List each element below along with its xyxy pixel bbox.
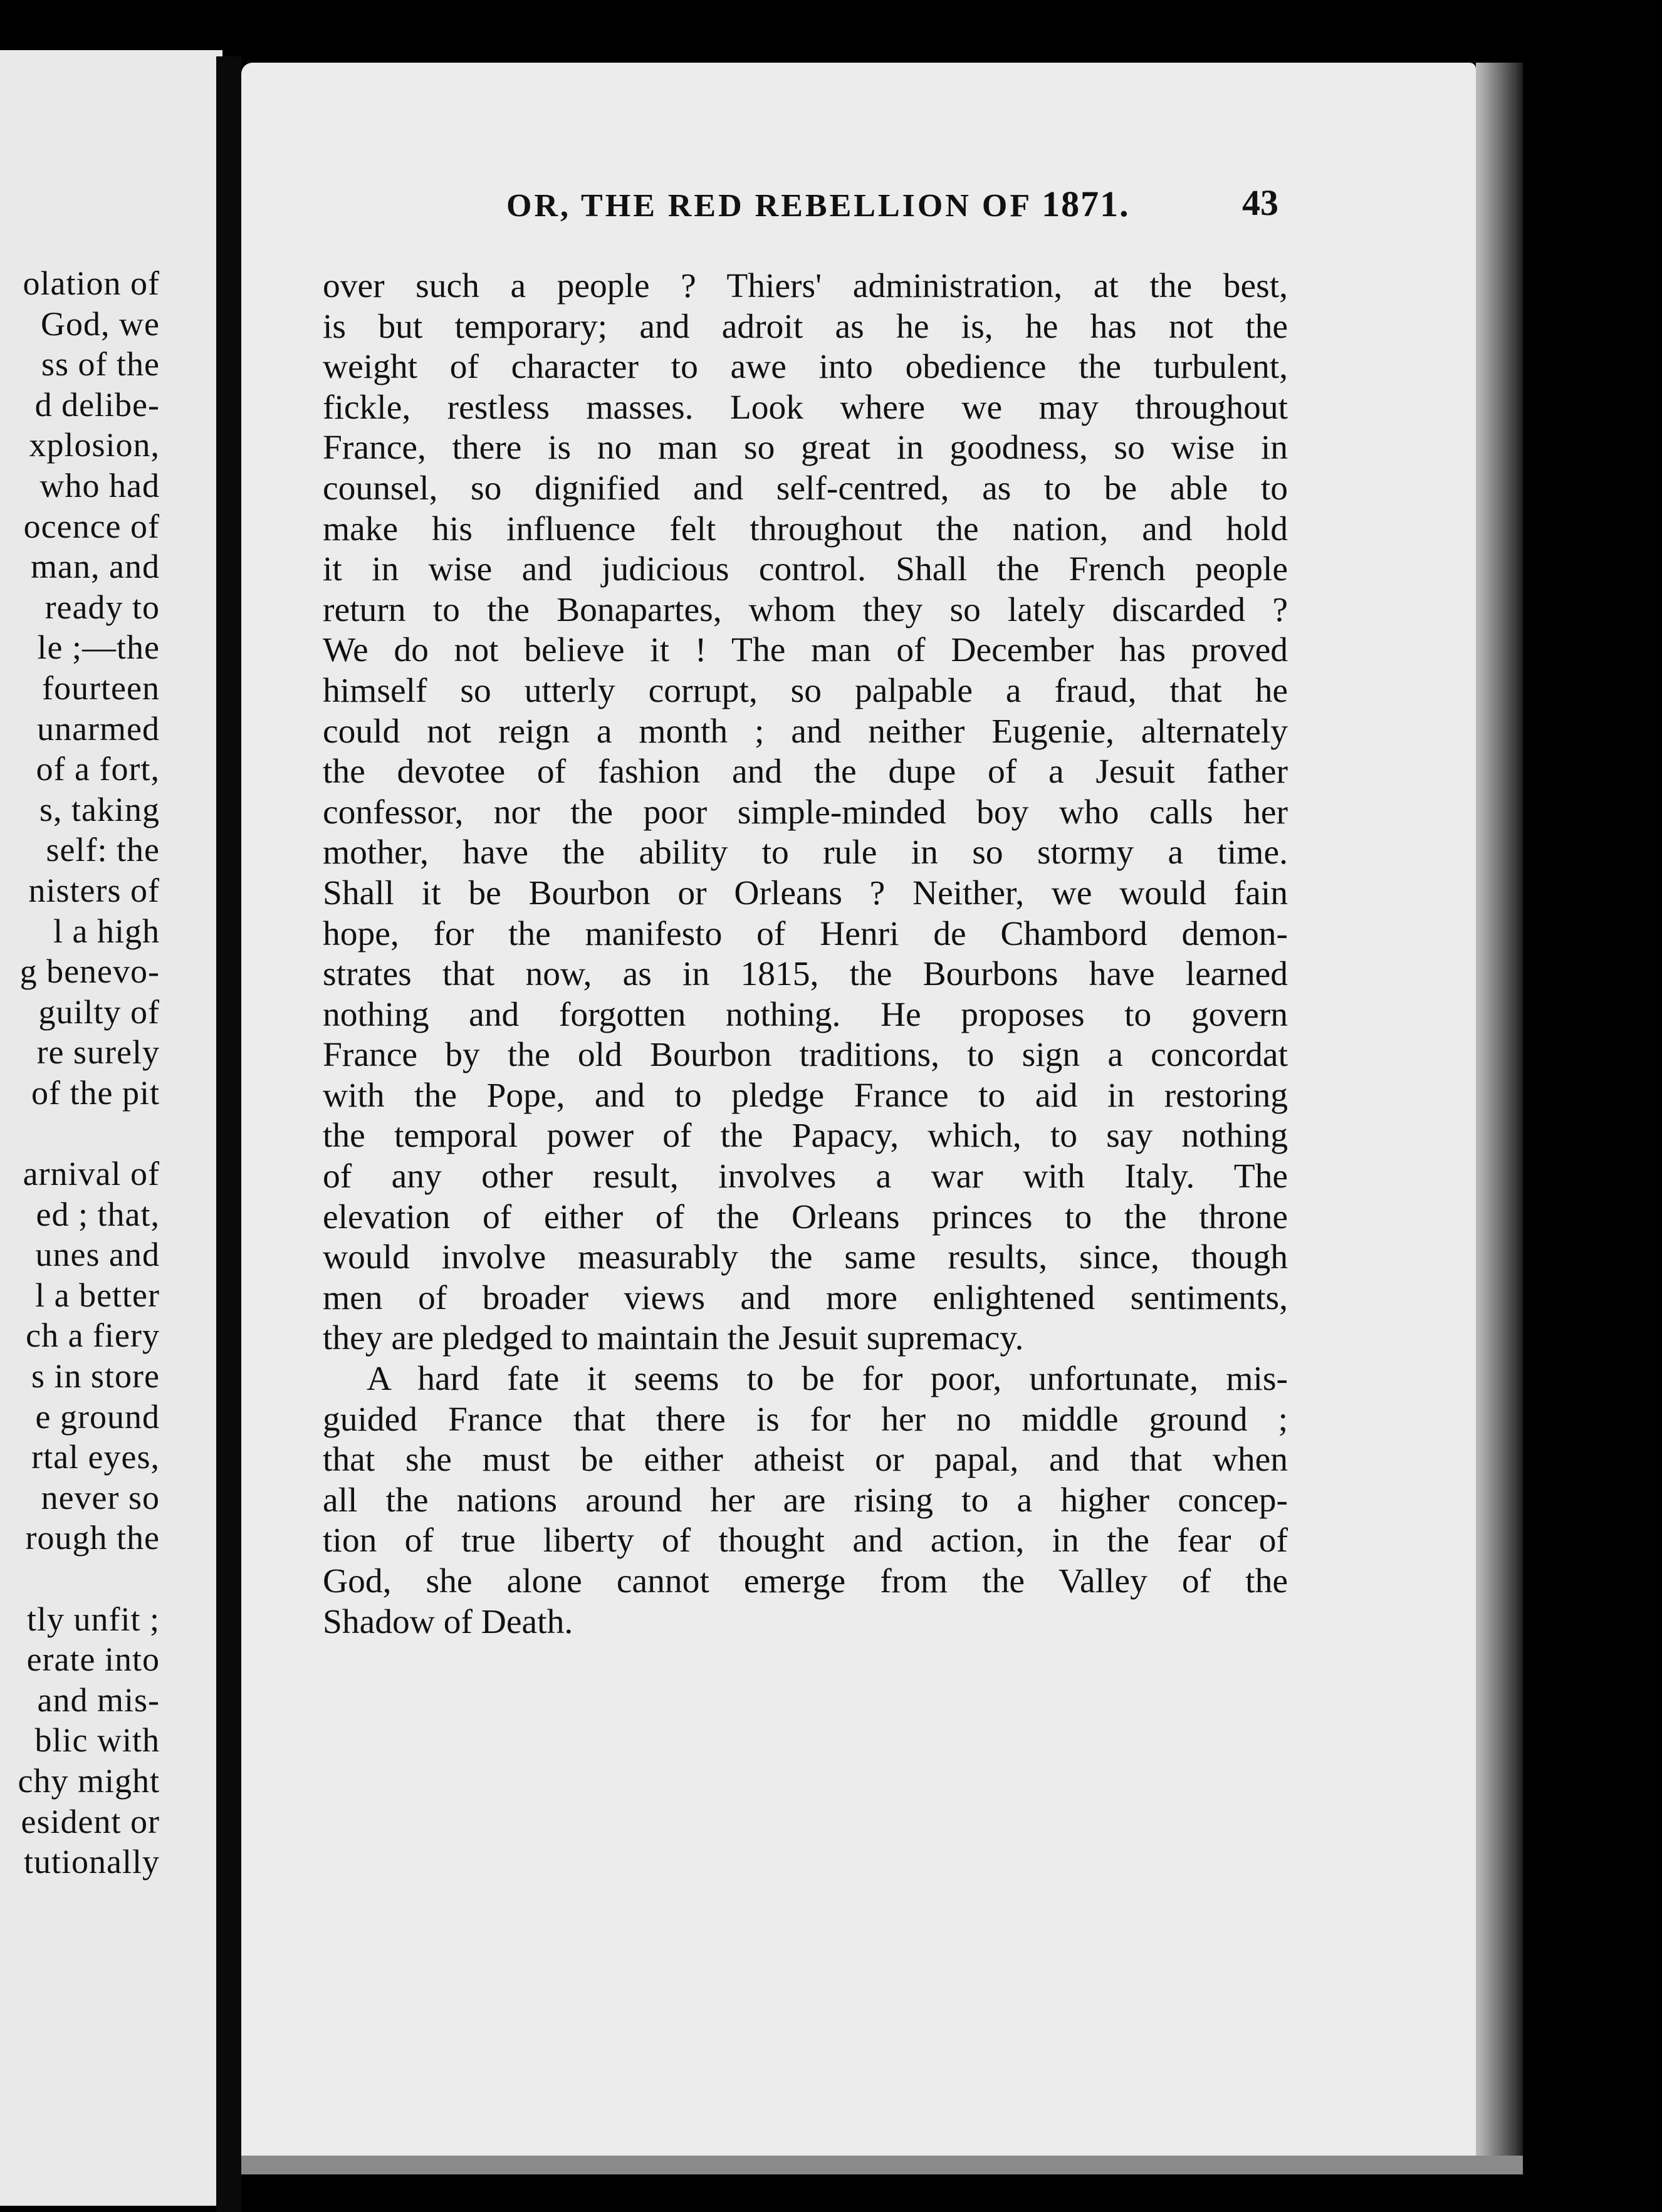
body-text <box>323 266 1288 1642</box>
left-page-line: d delibe- <box>34 385 160 424</box>
text-line: A hard fate it seems to be for poor, unfortunate, mis- <box>367 1360 1288 1399</box>
left-page-line: ed ; that, <box>36 1195 160 1233</box>
left-page-line: l a high <box>53 912 160 950</box>
left-page-line: God, we <box>41 305 160 343</box>
left-page-line: olation of <box>23 264 160 302</box>
left-page-line: fourteen <box>42 669 160 707</box>
text-line: guided France that there is for her no middle ground ; <box>323 1400 1288 1439</box>
text-line: weight of character to awe into obedience the turbulent, <box>323 348 1288 387</box>
left-page-line: unes and <box>35 1236 160 1274</box>
left-page-line: tly unfit ; <box>27 1600 160 1638</box>
text-line: is but temporary; and adroit as he is, he has not the <box>323 307 1288 346</box>
left-page-line: man, and <box>31 548 160 586</box>
left-page-line: esident or <box>21 1802 160 1840</box>
page-bottom-edge <box>241 2156 1523 2174</box>
left-page-line: blic with <box>34 1721 160 1760</box>
left-page-text <box>0 263 160 1882</box>
text-line: tion of true liberty of thought and action, in the fear of <box>323 1521 1288 1560</box>
left-page-line: arnival of <box>23 1155 160 1193</box>
left-page-line: s in store <box>31 1357 160 1396</box>
text-line: return to the Bonapartes, whom they so lately discarded ? <box>323 590 1288 629</box>
left-page-line: erate into <box>26 1641 160 1679</box>
left-page-line: who had <box>39 466 160 504</box>
left-page-line: guilty of <box>38 993 160 1031</box>
left-page-line: rough the <box>25 1519 160 1557</box>
text-line: himself so utterly corrupt, so palpable a fraud, that he <box>323 671 1288 710</box>
left-page-line: xplosion, <box>29 426 160 464</box>
text-line: strates that now, as in 1815, the Bourbons have learned <box>323 955 1288 994</box>
running-head-text: OR, THE RED REBELLION OF <box>506 188 1032 224</box>
text-line: fickle, restless masses. Look where we may throughout <box>323 388 1288 427</box>
left-page-line: self: the <box>46 831 160 869</box>
text-line: could not reign a month ; and neither Eugenie, alternately <box>323 712 1288 751</box>
text-line: mother, have the ability to rule in so stormy a time. <box>323 833 1288 872</box>
left-page-line: ss of the <box>41 345 160 383</box>
text-line: men of broader views and more enlightened sentiments, <box>323 1278 1288 1317</box>
running-head <box>506 183 1130 225</box>
text-line: of any other result, involves a war with Italy. The <box>323 1157 1288 1196</box>
left-page-line: le ;—the <box>37 629 160 667</box>
left-page-line: ready to <box>44 588 160 626</box>
left-page-line: unarmed <box>37 709 160 748</box>
text-line: with the Pope, and to pledge France to aid in restoring <box>323 1076 1288 1115</box>
text-line: France by the old Bourbon traditions, to sign a concordat <box>323 1036 1288 1075</box>
left-page-line: ch a fiery <box>26 1317 160 1355</box>
left-page-line: of the pit <box>31 1073 160 1112</box>
left-page-line: re surely <box>36 1033 160 1072</box>
text-line: confessor, nor the poor simple-minded boy who calls her <box>323 793 1288 832</box>
left-page-line: nisters of <box>28 871 160 909</box>
text-line: over such a people ? Thiers' administration, at the best, <box>323 267 1288 305</box>
left-page-line: l a better <box>35 1276 160 1314</box>
left-page-line: rtal eyes, <box>31 1438 160 1476</box>
text-line: elevation of either of the Orleans princes to the throne <box>323 1197 1288 1236</box>
left-page-line <box>0 1113 160 1154</box>
text-line: it in wise and judicious control. Shall the French people <box>323 550 1288 589</box>
page-edge <box>1476 63 1523 2168</box>
left-page-line: never so <box>41 1478 160 1516</box>
left-page-line: chy might <box>18 1761 160 1800</box>
text-line: hope, for the manifesto of Henri de Chambord demon- <box>323 914 1288 953</box>
text-line: they are pledged to maintain the Jesuit supremacy. <box>323 1319 1024 1358</box>
left-page <box>0 50 222 2206</box>
text-line: We do not believe it ! The man of December has proved <box>323 631 1288 670</box>
left-page-line: e ground <box>35 1397 160 1436</box>
text-line: Shall it be Bourbon or Orleans ? Neither, we would fain <box>323 874 1288 912</box>
text-line: the temporal power of the Papacy, which, to say nothing <box>323 1117 1288 1156</box>
text-line: would involve measurably the same results, since, though <box>323 1238 1288 1277</box>
text-line: God, she alone cannot emerge from the Valley of the <box>323 1562 1288 1600</box>
text-line: Shadow of Death. <box>323 1602 573 1641</box>
running-head-year: 1871. <box>1042 184 1130 224</box>
left-page-line: s, taking <box>39 790 160 828</box>
left-page-line <box>0 1558 160 1599</box>
book-gutter <box>216 56 241 2212</box>
text-line: all the nations around her are rising to a higher concep- <box>323 1481 1288 1520</box>
left-page-line: g benevo- <box>19 952 160 991</box>
text-line: that she must be either atheist or papal, and that when <box>323 1441 1288 1479</box>
text-line: counsel, so dignified and self-centred, as to be able to <box>323 469 1288 508</box>
text-line: France, there is no man so great in goodness, so wise in <box>323 429 1288 467</box>
left-page-line: tutionally <box>24 1843 160 1881</box>
left-page-line: ocence of <box>23 507 160 545</box>
text-line: nothing and forgotten nothing. He proposes to govern <box>323 995 1288 1034</box>
text-line: the devotee of fashion and the dupe of a Jesuit father <box>323 753 1288 791</box>
page-number: 43 <box>1242 182 1278 223</box>
text-line: make his influence felt throughout the nation, and hold <box>323 509 1288 548</box>
left-page-line: of a fort, <box>36 750 160 788</box>
left-page-line: and mis- <box>37 1681 160 1719</box>
